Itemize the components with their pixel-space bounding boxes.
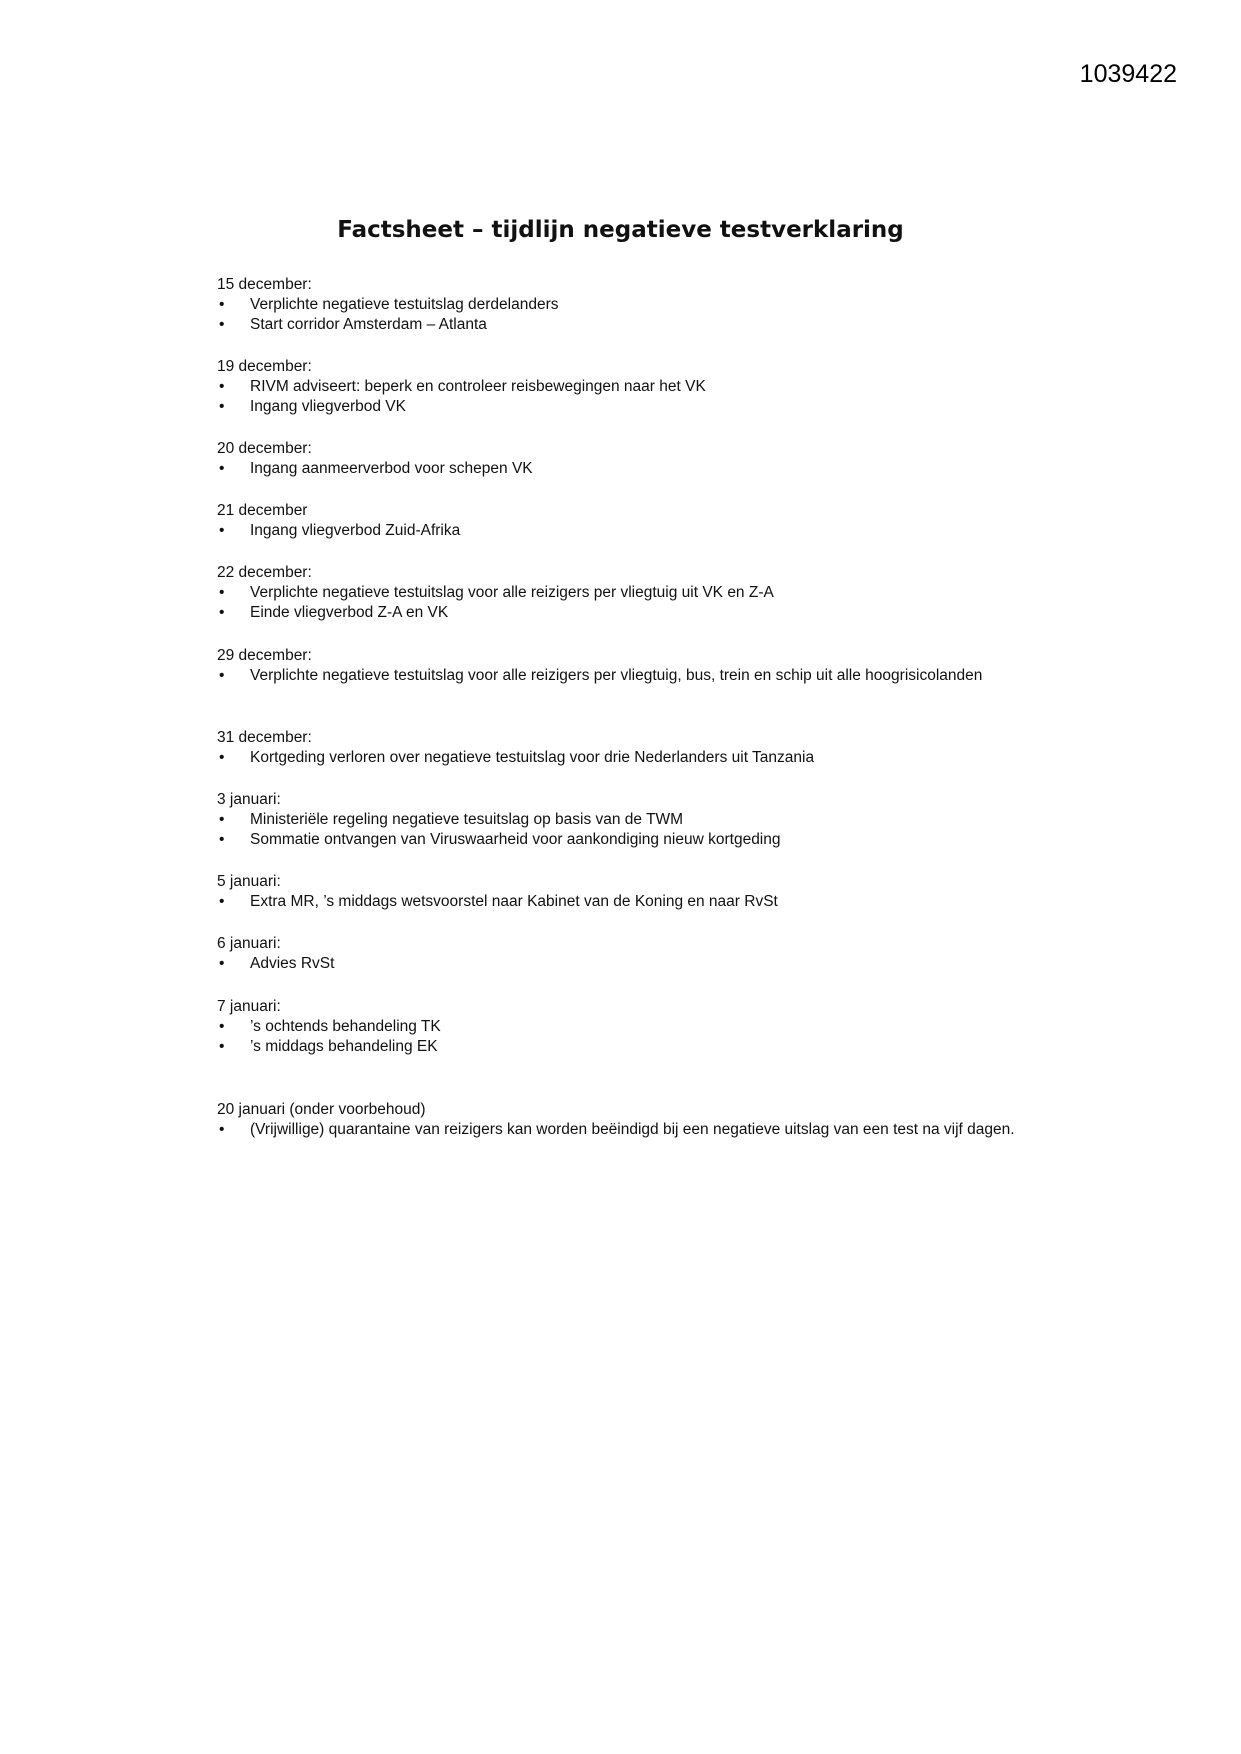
list-item-text: ’s ochtends behandeling TK [250, 1018, 441, 1035]
page-title: Factsheet – tijdlijn negatieve testverklaring [337, 217, 904, 243]
entry-date: 7 januari: [217, 998, 281, 1015]
bullet-icon: • [219, 378, 225, 395]
list-item [217, 397, 1020, 417]
list-item-text: RIVM adviseert: beperk en controleer reisbewegingen naar het VK [250, 378, 706, 395]
bullet-icon: • [219, 831, 225, 848]
bullet-icon: • [219, 1038, 225, 1055]
bullet-icon: • [219, 398, 225, 415]
bullet-icon: • [219, 584, 225, 601]
bullet-icon: • [219, 316, 225, 333]
bullet-icon: • [219, 749, 225, 766]
entry-date: 6 januari: [217, 935, 281, 952]
list-item [217, 954, 1020, 974]
entry-date: 19 december: [217, 358, 312, 375]
list-item-text: Sommatie ontvangen van Viruswaarheid voor aankondiging nieuw kortgeding [250, 831, 781, 848]
list-item-text: Start corridor Amsterdam – Atlanta [250, 316, 487, 333]
list-item-text: Verplichte negatieve testuitslag voor alle reizigers per vliegtuig, bus, trein en schip uit alle hoogrisicolanden [250, 667, 983, 684]
entry-list [217, 583, 1017, 623]
entry-date: 5 januari: [217, 873, 281, 890]
entry-date: 22 december: [217, 564, 312, 581]
entry-list [217, 666, 1017, 686]
list-item [217, 1017, 1020, 1037]
timeline-entry [217, 872, 1017, 912]
entry-date: 31 december: [217, 729, 312, 746]
list-item-text: Ingang aanmeerverbod voor schepen VK [250, 460, 533, 477]
list-item-text: Ingang vliegverbod Zuid-Afrika [250, 522, 461, 539]
entry-date: 3 januari: [217, 791, 281, 808]
list-item-text: Ministeriële regeling negatieve tesuitslag op basis van de TWM [250, 811, 684, 828]
entry-list [217, 748, 1017, 768]
list-item-text: Ingang vliegverbod VK [250, 398, 406, 415]
list-item [217, 892, 1020, 912]
entry-list [217, 459, 1017, 479]
list-item [217, 315, 1020, 335]
bullet-icon: • [219, 955, 225, 972]
entry-date: 29 december: [217, 647, 312, 664]
list-item [217, 1037, 1020, 1057]
timeline-entry [217, 275, 1017, 335]
bullet-icon: • [219, 667, 225, 684]
timeline-entry [217, 1100, 1017, 1140]
entry-list [217, 810, 1017, 850]
entry-list [217, 1120, 1017, 1140]
entry-list [217, 892, 1017, 912]
list-item [217, 603, 1020, 623]
entry-date: 21 december [217, 502, 308, 519]
list-item-text: (Vrijwillige) quarantaine van reizigers kan worden beëindigd bij een negatieve uitslag van een test na vijf dagen. [250, 1121, 1015, 1138]
entry-date: 20 januari (onder voorbehoud) [217, 1101, 426, 1118]
document-number: 1039422 [1079, 60, 1177, 88]
timeline-entry [217, 997, 1017, 1057]
timeline-entry [217, 646, 1017, 686]
list-item [217, 666, 1020, 686]
list-item-text: Einde vliegverbod Z-A en VK [250, 604, 449, 621]
bullet-icon: • [219, 460, 225, 477]
list-item [217, 810, 1020, 830]
entry-list [217, 521, 1017, 541]
bullet-icon: • [219, 604, 225, 621]
entry-date: 20 december: [217, 440, 312, 457]
bullet-icon: • [219, 1121, 225, 1138]
timeline-entry [217, 563, 1017, 623]
entry-list [217, 377, 1017, 417]
timeline-entry [217, 934, 1017, 974]
list-item-text: Verplichte negatieve testuitslag derdelanders [250, 296, 559, 313]
timeline-entry [217, 501, 1017, 541]
list-item [217, 295, 1020, 315]
list-item [217, 1120, 1020, 1140]
bullet-icon: • [219, 1018, 225, 1035]
list-item-text: Extra MR, ’s middags wetsvoorstel naar Kabinet van de Koning en naar RvSt [250, 893, 778, 910]
bullet-icon: • [219, 296, 225, 313]
timeline-entry [217, 357, 1017, 417]
list-item [217, 583, 1020, 603]
list-item [217, 377, 1020, 397]
timeline-entry [217, 439, 1017, 479]
list-item-text: ’s middags behandeling EK [250, 1038, 438, 1055]
bullet-icon: • [219, 522, 225, 539]
entry-list [217, 954, 1017, 974]
list-item [217, 830, 1020, 850]
entry-list [217, 295, 1017, 335]
list-item [217, 748, 1020, 768]
bullet-icon: • [219, 811, 225, 828]
timeline-entry [217, 728, 1017, 768]
entry-date: 15 december: [217, 276, 312, 293]
entry-list [217, 1017, 1017, 1057]
list-item-text: Advies RvSt [250, 955, 335, 972]
list-item [217, 521, 1020, 541]
list-item [217, 459, 1020, 479]
list-item-text: Verplichte negatieve testuitslag voor alle reizigers per vliegtuig uit VK en Z-A [250, 584, 774, 601]
timeline-entry [217, 790, 1017, 850]
list-item-text: Kortgeding verloren over negatieve testuitslag voor drie Nederlanders uit Tanzania [250, 749, 815, 766]
bullet-icon: • [219, 893, 225, 910]
